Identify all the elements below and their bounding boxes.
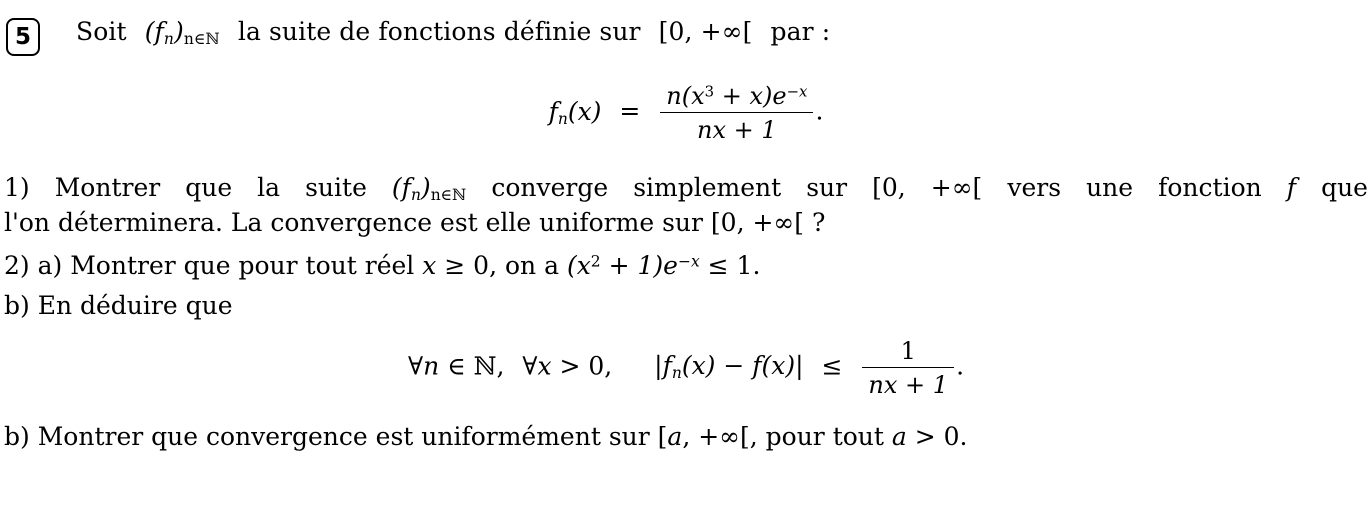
formula-fn-definition	[0, 82, 1372, 144]
intro-sequence: $(f_n)_{n\in ℕ}$	[144, 17, 220, 48]
question-2a: 2) a) Montrer que pour tout réel x ≥ 0, on a $(x^2 + 1)e^{-x} \le 1$.	[4, 250, 761, 280]
exercise-header-row	[0, 0, 1372, 56]
intro-after: par :	[770, 17, 831, 46]
formula1-denominator: nx + 1	[697, 116, 777, 144]
formula1-fraction	[660, 82, 813, 144]
formula-uniform-bound: ∀n ∈ ℕ, ∀x > 0, $|f_n(x) - f(x)|$ ≤ $\frac{1}{nx + 1}$ .	[407, 336, 965, 399]
formula2-fraction	[862, 337, 954, 399]
formula2-den: nx + 1	[868, 370, 949, 399]
intro-middle: la suite de fonctions définie sur	[237, 17, 641, 46]
exercise-number-badge: 5	[6, 18, 40, 56]
formula2-quantifier-x: ∀x > 0,	[522, 351, 613, 381]
question-1-line-2: l'on déterminera. La convergence est elle uniforme sur [0, +∞[ ?	[4, 208, 826, 238]
question-2b: b) En déduire que	[4, 291, 233, 321]
formula1-numerator: $n(x^3 + x)e^{-x}$	[660, 82, 813, 113]
formula2-period: .	[956, 351, 965, 381]
formula2-quantifier-n: ∀n ∈ ℕ,	[407, 351, 505, 381]
question-1-line-1: 1) Montrer que la suite $(f_n)_{n\in ℕ}$ converge simplement sur [0, +∞[ vers une fonction f que	[4, 173, 1368, 204]
intro-domain: [0, +∞[	[658, 17, 753, 46]
formula1-lhs: $f_n(x)$	[548, 96, 602, 128]
formula2-num: 1	[862, 337, 954, 368]
formula1-period: .	[815, 96, 824, 126]
exercise-intro-text	[76, 18, 830, 49]
question-2c: b) Montrer que convergence est uniformément sur [a, +∞[, pour tout a > 0.	[4, 421, 968, 451]
formula2-expression: $|f_n(x) - f(x)|$	[654, 351, 804, 382]
intro-before: Soit	[76, 17, 127, 46]
formula1-equals: =	[619, 96, 641, 126]
